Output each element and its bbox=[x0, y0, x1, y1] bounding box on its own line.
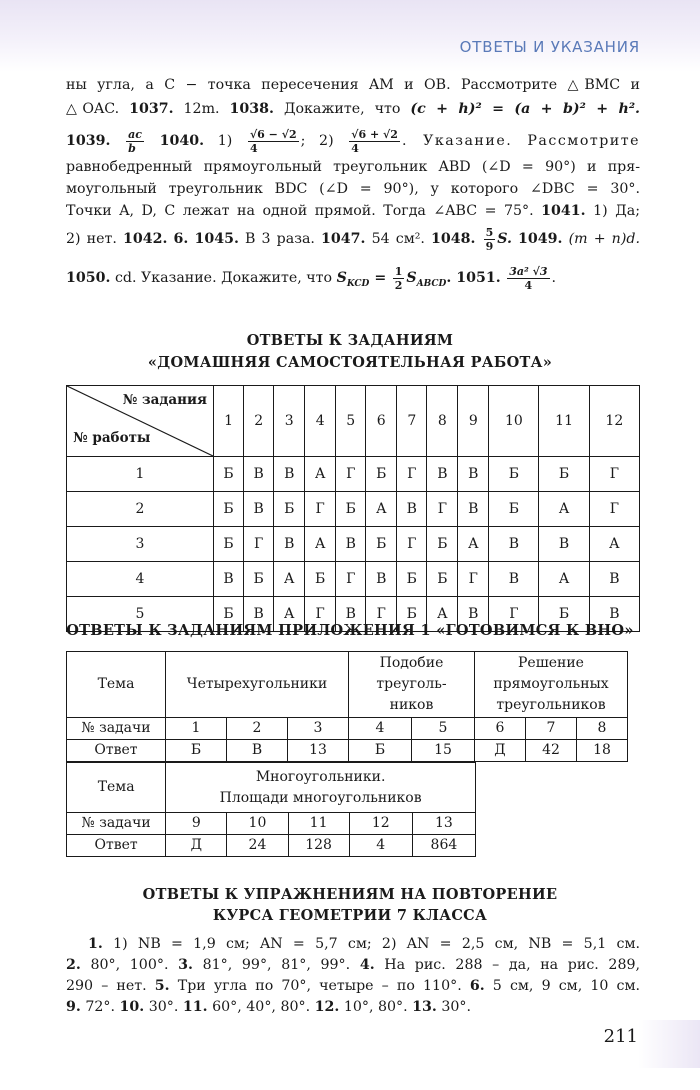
answer-number: 1050. bbox=[66, 270, 111, 286]
answer-text: 5 см, 9 см, 10 см. bbox=[492, 978, 641, 994]
line-2 bbox=[66, 98, 640, 120]
header-label: Тема bbox=[67, 763, 166, 813]
table-row bbox=[67, 527, 640, 562]
column-header: 3 bbox=[274, 386, 305, 457]
answer-cell: Г bbox=[336, 457, 366, 492]
answer-number: 1045. bbox=[194, 231, 239, 247]
header-label: Ответ bbox=[67, 835, 166, 857]
answer-cell: Г bbox=[397, 457, 427, 492]
answer-cell: 42 bbox=[526, 740, 577, 762]
answer-number: 1041. bbox=[541, 203, 586, 219]
answer-cell: Г bbox=[589, 492, 639, 527]
section-title: ОТВЕТЫ К ЗАДАНИЯМ ПРИЛОЖЕНИЯ 1 «ГОТОВИМСЯ К ВНО» bbox=[66, 622, 634, 639]
answer-cell: В bbox=[274, 527, 305, 562]
answer-cell: Б bbox=[305, 562, 336, 597]
answer-cell: Б bbox=[366, 527, 397, 562]
answer-cell: В bbox=[214, 562, 244, 597]
answer-cell: В bbox=[336, 527, 366, 562]
denominator: 4 bbox=[524, 278, 533, 292]
answer-number: 11. bbox=[182, 999, 208, 1015]
answer-number: 1037. bbox=[129, 101, 174, 117]
answer-cell: Б bbox=[214, 492, 244, 527]
table-row bbox=[67, 763, 476, 813]
answer-number: 5. bbox=[154, 978, 170, 994]
section-subtitle: КУРСА ГЕОМЕТРИИ 7 КЛАССА bbox=[212, 907, 488, 924]
answer-text: 12m. bbox=[183, 101, 220, 117]
answer-text: 60°, 40°, 80°. bbox=[212, 999, 311, 1015]
answer-text: cd. Указание. Докажите, что bbox=[114, 270, 333, 286]
table-row bbox=[67, 652, 628, 718]
answer-cell: А bbox=[589, 527, 639, 562]
answer-text: 290 – нет. bbox=[66, 978, 147, 994]
answer-cell: Б bbox=[539, 457, 589, 492]
table-row bbox=[67, 835, 476, 857]
answer-cell: Б bbox=[397, 597, 427, 632]
answer-cell: 864 bbox=[412, 835, 475, 857]
column-header: 1 bbox=[214, 386, 244, 457]
answer-number: 1042. bbox=[123, 231, 168, 247]
answer-cell: А bbox=[366, 492, 397, 527]
column-header: 6 bbox=[366, 386, 397, 457]
answer-number: 1049. bbox=[518, 231, 563, 247]
numerator: 3a² √3 bbox=[509, 264, 548, 278]
answer-cell: В bbox=[458, 597, 489, 632]
table-row bbox=[67, 457, 640, 492]
review-answers-paragraph bbox=[66, 934, 640, 1018]
page-number: 211 bbox=[603, 1026, 638, 1047]
answer-number: 13. bbox=[412, 999, 437, 1015]
header-label: Ответ bbox=[67, 740, 166, 762]
number-cell: 2 bbox=[227, 718, 288, 740]
answer-cell: Г bbox=[397, 527, 427, 562]
number-cell: 11 bbox=[288, 813, 349, 835]
answer-number: 1047. bbox=[321, 231, 366, 247]
answer-text: (m + n)d. bbox=[568, 231, 640, 247]
fraction bbox=[507, 265, 549, 292]
numerator: 5 bbox=[485, 225, 494, 239]
row-id: 3 bbox=[67, 527, 214, 562]
page-corner-band bbox=[638, 1020, 700, 1068]
table-row bbox=[67, 740, 628, 762]
answer-cell: Б bbox=[166, 740, 227, 762]
line-5: моугольный треугольник BDC (∠D = 90°), у которого ∠DBC = 30°. bbox=[66, 181, 640, 197]
answer-text: 80°, 100°. bbox=[90, 957, 169, 973]
vno-answers-table-1 bbox=[66, 651, 628, 762]
answer-number: 1. bbox=[88, 936, 103, 952]
number-cell: 13 bbox=[412, 813, 475, 835]
formula: S. bbox=[497, 231, 512, 247]
answer-cell: Б bbox=[427, 527, 458, 562]
number-cell: 9 bbox=[166, 813, 227, 835]
column-header: 10 bbox=[489, 386, 539, 457]
number-cell: 1 bbox=[166, 718, 227, 740]
line-3 bbox=[66, 976, 640, 997]
topic-cell bbox=[166, 763, 476, 813]
topic-cell bbox=[475, 652, 628, 718]
answer-cell: Д bbox=[166, 835, 227, 857]
answer-cell: В bbox=[589, 597, 639, 632]
answer-cell: Г bbox=[458, 562, 489, 597]
corner-label-bottom: № работы bbox=[73, 430, 151, 446]
answer-cell: Г bbox=[589, 457, 639, 492]
line-4 bbox=[66, 997, 640, 1018]
topic-line: Многоугольники. bbox=[255, 768, 386, 785]
topic-cell bbox=[349, 652, 475, 718]
answer-text: 30°. bbox=[148, 999, 179, 1015]
answer-cell: Б bbox=[214, 527, 244, 562]
answer-cell: 13 bbox=[288, 740, 349, 762]
formula: (c + h)² = (a + b)² + h². bbox=[410, 101, 640, 117]
topic-line: треуголь- bbox=[376, 676, 447, 692]
line-4: равнобедренный прямоугольный треугольник ABD (∠D = 90°) и пря- bbox=[66, 159, 640, 175]
column-header: 8 bbox=[427, 386, 458, 457]
answer-number: 9. bbox=[66, 999, 81, 1015]
table-row bbox=[67, 562, 640, 597]
answer-cell: Б bbox=[244, 562, 274, 597]
answer-cell: В bbox=[397, 492, 427, 527]
answer-number: 1040. bbox=[159, 133, 205, 149]
formula-part: S bbox=[406, 270, 417, 286]
answer-text: 54 см². bbox=[371, 231, 425, 247]
line-3 bbox=[66, 126, 640, 156]
column-header: 9 bbox=[458, 386, 489, 457]
number-cell: 7 bbox=[526, 718, 577, 740]
answer-cell: Б bbox=[539, 597, 589, 632]
line-2 bbox=[66, 955, 640, 976]
answer-cell: А bbox=[427, 597, 458, 632]
answer-cell: В bbox=[427, 457, 458, 492]
number-cell: 12 bbox=[349, 813, 412, 835]
text: △OAC. bbox=[66, 101, 120, 117]
answer-number: 4. bbox=[359, 957, 375, 973]
number-cell: 3 bbox=[288, 718, 349, 740]
topic-cell: Четырехугольники bbox=[166, 652, 349, 718]
answer-cell: Б bbox=[214, 597, 244, 632]
running-header: ОТВЕТЫ И УКАЗАНИЯ bbox=[459, 38, 640, 56]
answer-cell: Б bbox=[489, 457, 539, 492]
row-id: 5 bbox=[67, 597, 214, 632]
row-id: 4 bbox=[67, 562, 214, 597]
denominator: 2 bbox=[394, 278, 403, 292]
answer-text: В 3 раза. bbox=[245, 231, 315, 247]
topic-line: Решение bbox=[518, 655, 584, 671]
answer-number: 2. bbox=[66, 957, 81, 973]
answer-cell: А bbox=[305, 527, 336, 562]
text: ; 2) bbox=[300, 133, 334, 149]
header-label: № задачи bbox=[67, 813, 166, 835]
section-subtitle: «ДОМАШНЯЯ САМОСТОЯТЕЛЬНАЯ РАБОТА» bbox=[147, 354, 553, 371]
answer-cell: Г bbox=[244, 527, 274, 562]
header-label: № задачи bbox=[67, 718, 166, 740]
answer-cell: 24 bbox=[227, 835, 288, 857]
answer-cell: В bbox=[489, 562, 539, 597]
formula bbox=[406, 270, 447, 289]
column-header: 2 bbox=[244, 386, 274, 457]
answer-cell: Г bbox=[489, 597, 539, 632]
answer-text: 1) Да; bbox=[593, 203, 640, 219]
section-title: ОТВЕТЫ К УПРАЖНЕНИЯМ НА ПОВТОРЕНИЕ bbox=[142, 886, 558, 903]
answer-text: 72°. bbox=[85, 999, 115, 1015]
denominator: 9 bbox=[485, 239, 494, 253]
table-header-row bbox=[67, 386, 640, 457]
denominator: b bbox=[128, 141, 136, 155]
answer-cell: В bbox=[489, 527, 539, 562]
column-header: 5 bbox=[336, 386, 366, 457]
answer-text: 81°, 99°, 81°, 99°. bbox=[202, 957, 351, 973]
fraction bbox=[393, 265, 405, 292]
answer-cell: Б bbox=[214, 457, 244, 492]
answer-cell: В bbox=[539, 527, 589, 562]
answer-cell: А bbox=[458, 527, 489, 562]
answer-cell: Б bbox=[397, 562, 427, 597]
answer-cell: А bbox=[539, 492, 589, 527]
answer-cell: В bbox=[227, 740, 288, 762]
text: . Указание. Рассмотрите bbox=[401, 133, 640, 149]
answer-text: 30°. bbox=[441, 999, 472, 1015]
answer-cell: Д bbox=[475, 740, 526, 762]
answer-cell: В bbox=[244, 457, 274, 492]
text: Точки A, D, C лежат на одной прямой. Тогда ∠ABC = 75°. bbox=[66, 203, 534, 219]
topic-line: треугольников bbox=[496, 697, 606, 713]
answer-number: 1048. bbox=[431, 231, 476, 247]
answer-cell: 18 bbox=[577, 740, 628, 762]
vno-answers-table-2 bbox=[66, 762, 476, 857]
answer-text: На рис. 288 – да, на рис. 289, bbox=[384, 957, 641, 973]
column-header: 4 bbox=[305, 386, 336, 457]
numerator: 1 bbox=[394, 264, 403, 278]
row-id: 1 bbox=[67, 457, 214, 492]
numerator: ac bbox=[128, 127, 142, 141]
answer-number: 6. bbox=[469, 978, 485, 994]
answer-cell: А bbox=[274, 562, 305, 597]
answer-text: 6. bbox=[173, 231, 189, 247]
fraction bbox=[349, 128, 400, 155]
answer-text: 1) NB = 1,9 см; AN = 5,7 см; 2) AN = 2,5 см, NB = 5,1 см. bbox=[113, 936, 640, 952]
answer-number: 1038. bbox=[229, 101, 274, 117]
formula bbox=[336, 270, 387, 289]
denominator: 4 bbox=[351, 141, 359, 155]
table-corner-cell bbox=[67, 386, 214, 457]
line-1 bbox=[66, 934, 640, 955]
number-cell: 5 bbox=[412, 718, 475, 740]
formula-part: = bbox=[374, 270, 387, 286]
answer-cell: 4 bbox=[349, 835, 412, 857]
line-6 bbox=[66, 200, 640, 222]
header-band bbox=[0, 0, 700, 72]
answer-cell: А bbox=[274, 597, 305, 632]
answer-cell: Г bbox=[305, 597, 336, 632]
number-cell: 6 bbox=[475, 718, 526, 740]
answer-cell: Б bbox=[274, 492, 305, 527]
column-header: 12 bbox=[589, 386, 639, 457]
answer-cell: Б bbox=[336, 492, 366, 527]
fraction bbox=[484, 226, 496, 253]
topic-line: ников bbox=[389, 697, 434, 713]
answer-cell: В bbox=[366, 562, 397, 597]
answer-cell: В bbox=[458, 457, 489, 492]
answer-cell: В bbox=[244, 492, 274, 527]
answer-cell: В bbox=[336, 597, 366, 632]
number-cell: 10 bbox=[227, 813, 288, 835]
corner-label-top: № задания bbox=[122, 392, 207, 408]
answer-cell: Б bbox=[427, 562, 458, 597]
answer-number: 10. bbox=[119, 999, 145, 1015]
answer-cell: А bbox=[305, 457, 336, 492]
answer-number: 3. bbox=[178, 957, 193, 973]
text: 1) bbox=[217, 133, 233, 149]
text: 2) нет. bbox=[66, 231, 117, 247]
topic-line: Подобие bbox=[379, 655, 444, 671]
homework-answers-table bbox=[66, 385, 640, 632]
column-header: 11 bbox=[539, 386, 589, 457]
numerator: √6 + √2 bbox=[351, 127, 398, 141]
answer-text: 10°, 80°. bbox=[343, 999, 408, 1015]
denominator: 4 bbox=[249, 141, 258, 155]
number-cell: 4 bbox=[349, 718, 412, 740]
answer-number: . 1051. bbox=[446, 270, 501, 286]
answer-cell: В bbox=[244, 597, 274, 632]
answer-cell: 15 bbox=[412, 740, 475, 762]
header-label: Тема bbox=[67, 652, 166, 718]
fraction bbox=[248, 128, 299, 155]
topic-line: прямоугольных bbox=[493, 676, 609, 692]
answer-number: 1039. bbox=[66, 133, 111, 149]
number-cell: 8 bbox=[577, 718, 628, 740]
answer-cell: Г bbox=[305, 492, 336, 527]
answer-cell: Б bbox=[489, 492, 539, 527]
answer-text: Три угла по 70°, четыре – по 110°. bbox=[177, 978, 462, 994]
answers-paragraph bbox=[66, 74, 640, 302]
line-8: 1050. cd. Указание. Докажите, что $S_{KCD}$ = $\frac{1}{2}$ $S_{ABCD}$. 1051. $\frac{\text{3a² √3}}{4}$ . bbox=[66, 264, 557, 292]
row-id: 2 bbox=[67, 492, 214, 527]
answer-cell: В bbox=[274, 457, 305, 492]
line-1: ны угла, а C − точка пересечения AM и OB. Рассмотрите △BMC и bbox=[66, 77, 640, 93]
line-7 bbox=[66, 222, 640, 256]
answer-cell: Г bbox=[366, 597, 397, 632]
fraction bbox=[126, 128, 144, 155]
table-row bbox=[67, 492, 640, 527]
column-header: 7 bbox=[397, 386, 427, 457]
answer-text: Докажите, что bbox=[283, 101, 401, 117]
subscript: ABCD bbox=[416, 278, 447, 289]
section-title: ОТВЕТЫ К ЗАДАНИЯМ bbox=[246, 332, 454, 349]
answer-cell: 128 bbox=[288, 835, 349, 857]
answer-cell: В bbox=[589, 562, 639, 597]
table-row bbox=[67, 813, 476, 835]
table-row bbox=[67, 718, 628, 740]
topic-line: Площади многоугольников bbox=[219, 789, 422, 806]
answer-number: 12. bbox=[314, 999, 340, 1015]
answer-cell: В bbox=[458, 492, 489, 527]
numerator: √6 − √2 bbox=[249, 127, 297, 141]
answer-cell: Г bbox=[427, 492, 458, 527]
answer-cell: Б bbox=[366, 457, 397, 492]
answer-cell: Г bbox=[336, 562, 366, 597]
answer-cell: Б bbox=[349, 740, 412, 762]
answer-cell: А bbox=[539, 562, 589, 597]
formula-part: S bbox=[336, 270, 347, 286]
subscript: KCD bbox=[346, 278, 370, 289]
